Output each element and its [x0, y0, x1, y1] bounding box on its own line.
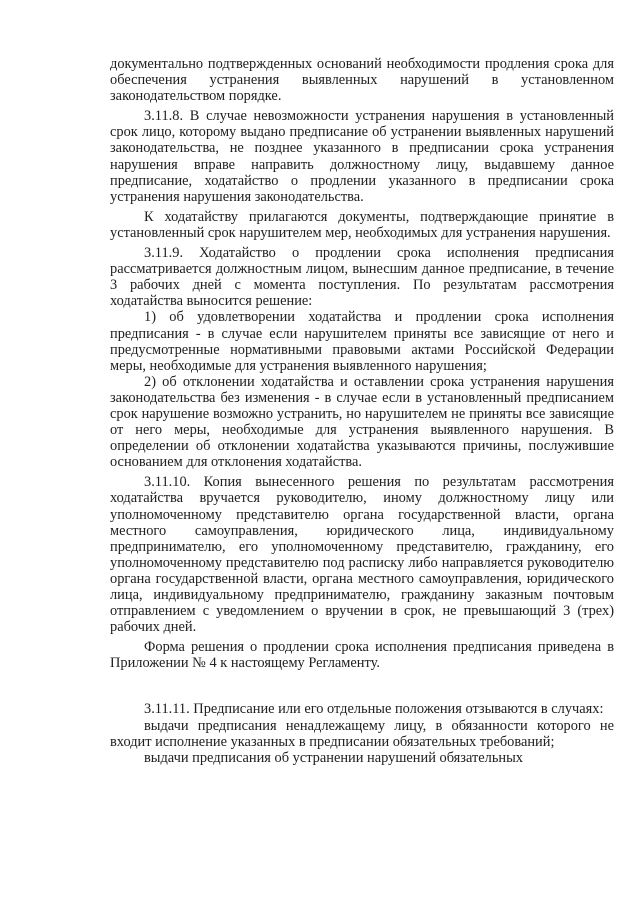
paragraph-3-11-9: 3.11.9. Ходатайство о продлении срока исполнения предписания рассматривается должностным лицом, вынесшим данное предписание, в течение 3 рабочих дней с момента поступления. По результатам рассмотрения ходатайства выносится решение: [110, 245, 614, 310]
paragraph-3-11-8: 3.11.8. В случае невозможности устранения нарушения в установленный срок лицо, которому выдано предписание об устранении выявленных нарушений законодательства, не позднее указанного в предписании срока устранения нарушения вправе направить должностному лицу, выдавшему данное предписание, ходатайство о продлении указанного в предписании срока устранения нарушения законодательства. [110, 108, 614, 205]
paragraph-continuation: документально подтвержденных оснований необходимости продления срока для обеспечения устранения выявленных нарушений в установленном законодательством порядке. [110, 56, 614, 105]
list-item-decision-2: 2) об отклонении ходатайства и оставлении срока устранения нарушения законодательства без изменения - в случае если в установленный предписанием срок нарушение возможно устранить, но нарушителем не приняты все зависящие от него меры, необходимые для устранения выявленного нарушения. В определении об отклонении ходатайства указываются причины, послужившие основанием для отклонения ходатайства. [110, 373, 614, 471]
paragraph-3-11-11: 3.11.11. Предписание или его отдельные положения отзываются в случаях: [144, 701, 604, 718]
list-item-decision-1: 1) об удовлетворении ходатайства и продлении срока исполнения предписания - в случае если нарушителем приняты все зависящие от него и предусмотренные нормативными правовыми актами Российской Федерации меры, необходимые для устранения выявленного нарушения; [110, 309, 614, 374]
list-item-case-1: выдачи предписания ненадлежащему лицу, в обязанности которого не входит исполнение указанных в предписании обязательных требований; [110, 717, 614, 750]
paragraph-3-11-10: 3.11.10. Копия вынесенного решения по результатам рассмотрения ходатайства вручается руководителю, иному должностному лицу или уполномоченному представителю органа государственной власти, органа местного самоуправления, юридического лица, индивидуальному предпринимателю, его уполномоченному представителю, гражданину, его уполномоченному представителю под расписку либо направляется руководителю органа государственной власти, органа местного самоуправления, юридического лица, индивидуальному предпринимателю, гражданину заказным почтовым отправлением с уведомлением о вручении в срок, не превышающий 3 (трех) рабочих дней. [110, 474, 614, 636]
list-item-case-2: выдачи предписания об устранении нарушений обязательных [144, 749, 523, 766]
paragraph-attachments: К ходатайству прилагаются документы, подтверждающие принятие в установленный срок нарушителем мер, необходимых для устранения нарушения. [110, 208, 614, 241]
paragraph-form-reference: Форма решения о продлении срока исполнения предписания приведена в Приложении № 4 к настоящему Регламенту. [110, 639, 614, 672]
document-page [110, 56, 614, 766]
